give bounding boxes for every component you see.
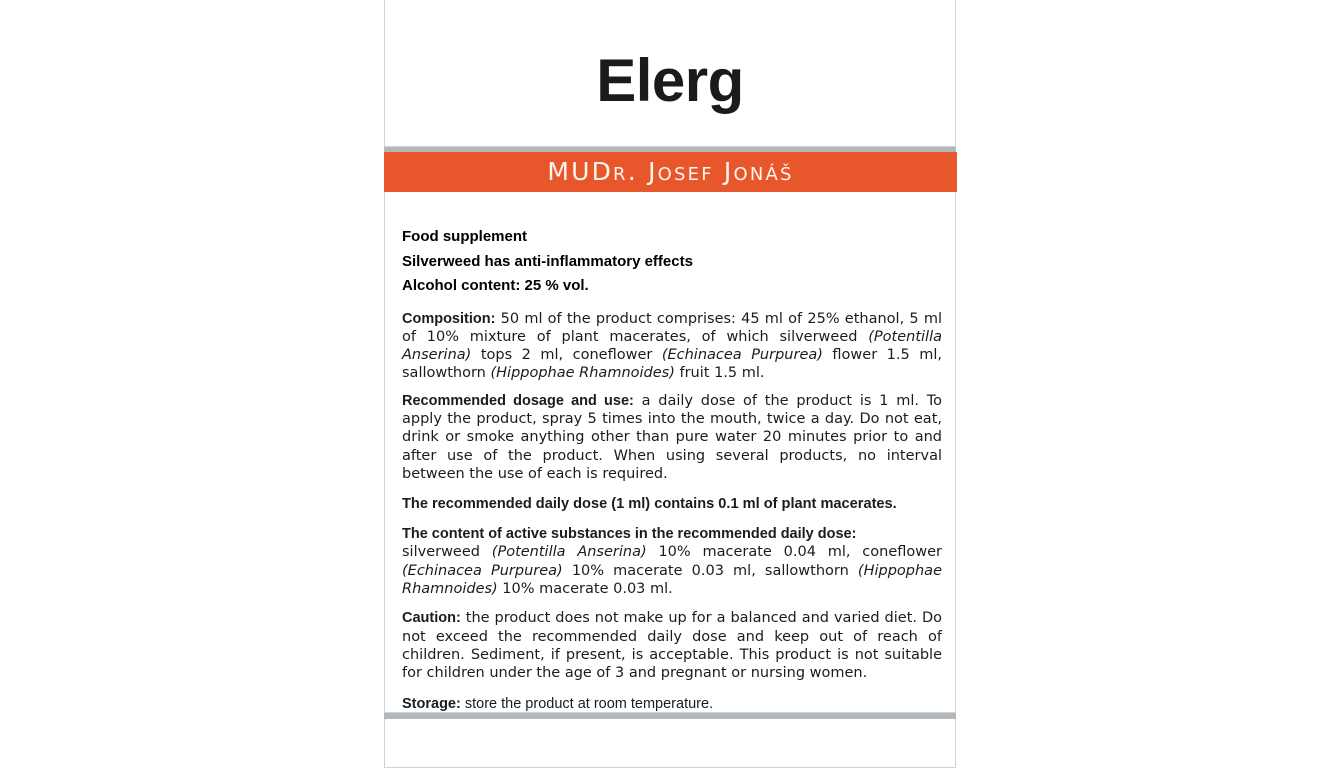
- label-body-content: [402, 225, 942, 713]
- active-substances-label: The content of active substances in the recommended daily dose:: [402, 526, 857, 543]
- label-body-panel: [384, 192, 956, 713]
- active-species-1: (Potentilla Anserina): [491, 544, 647, 561]
- composition-species-2: (Echinacea Purpurea): [661, 347, 823, 364]
- composition-text-1: 50 ml of the product comprises: 45 ml of 25% ethanol, 5 ml of 10% mixture of plant macerates, of which silverweed: [402, 310, 942, 345]
- caution-text: the product does not make up for a balanced and varied diet. Do not exceed the recommended daily dose and keep out of reach of children. Sediment, if present, is acceptable. This product is not suitable for children under the age of 3 and pregnant or nursing women.: [402, 610, 942, 682]
- composition-text-4: fruit 1.5 ml.: [674, 365, 765, 382]
- dosage-label: Recommended dosage and use:: [402, 392, 634, 409]
- active-text-4: 10% macerate 0.03 ml.: [497, 581, 673, 598]
- active-species-2: (Echinacea Purpurea): [402, 562, 563, 579]
- headline-food-supplement: Food supplement: [402, 228, 527, 245]
- composition-paragraph: [402, 310, 942, 383]
- product-label: [384, 0, 956, 768]
- headline-claim: Silverweed has anti-inflammatory effects: [402, 252, 693, 270]
- doctor-banner: [384, 152, 957, 192]
- storage-label: Storage:: [402, 695, 461, 712]
- composition-label: Composition:: [402, 310, 496, 327]
- active-text-2: 10% macerate 0.04 ml, coneflower: [646, 544, 942, 561]
- dosage-paragraph: [402, 392, 942, 483]
- storage-text: store the product at room temperature.: [460, 695, 714, 712]
- active-text-3: 10% macerate 0.03 ml, sallowthorn: [562, 562, 858, 579]
- dosage-text: a daily dose of the product is 1 ml. To apply the product, spray 5 times into the mouth, twice a day. Do not eat, drink or smoke anything other than pure water 20 minutes prior to and after use of the product. When using several products, no interval between the use of each is required.: [402, 392, 942, 482]
- label-footer-panel: [384, 719, 956, 768]
- composition-species-1: (Potentilla Anserina): [402, 328, 942, 364]
- storage-paragraph: [402, 695, 942, 713]
- active-text-1: silverweed: [402, 544, 492, 561]
- composition-species-3: (Hippophae Rhamnoides): [490, 365, 675, 382]
- caution-paragraph: [402, 609, 942, 682]
- brand-panel: [384, 0, 956, 147]
- page-title: Elerg: [596, 47, 744, 114]
- caution-label: Caution:: [402, 610, 461, 627]
- headline-alcohol-content: Alcohol content: 25 % vol.: [402, 277, 589, 294]
- daily-dose-note: The recommended daily dose (1 ml) contains 0.1 ml of plant macerates.: [402, 496, 897, 513]
- doctor-name: MUDr. Josef Jonáš: [547, 157, 794, 186]
- active-substances-paragraph: [402, 525, 942, 598]
- composition-text-3: flower 1.5 ml, sallowthorn: [402, 347, 942, 382]
- active-species-3: (Hippophae Rhamnoides): [402, 562, 942, 598]
- composition-text-2: tops 2 ml, coneflower: [471, 347, 662, 364]
